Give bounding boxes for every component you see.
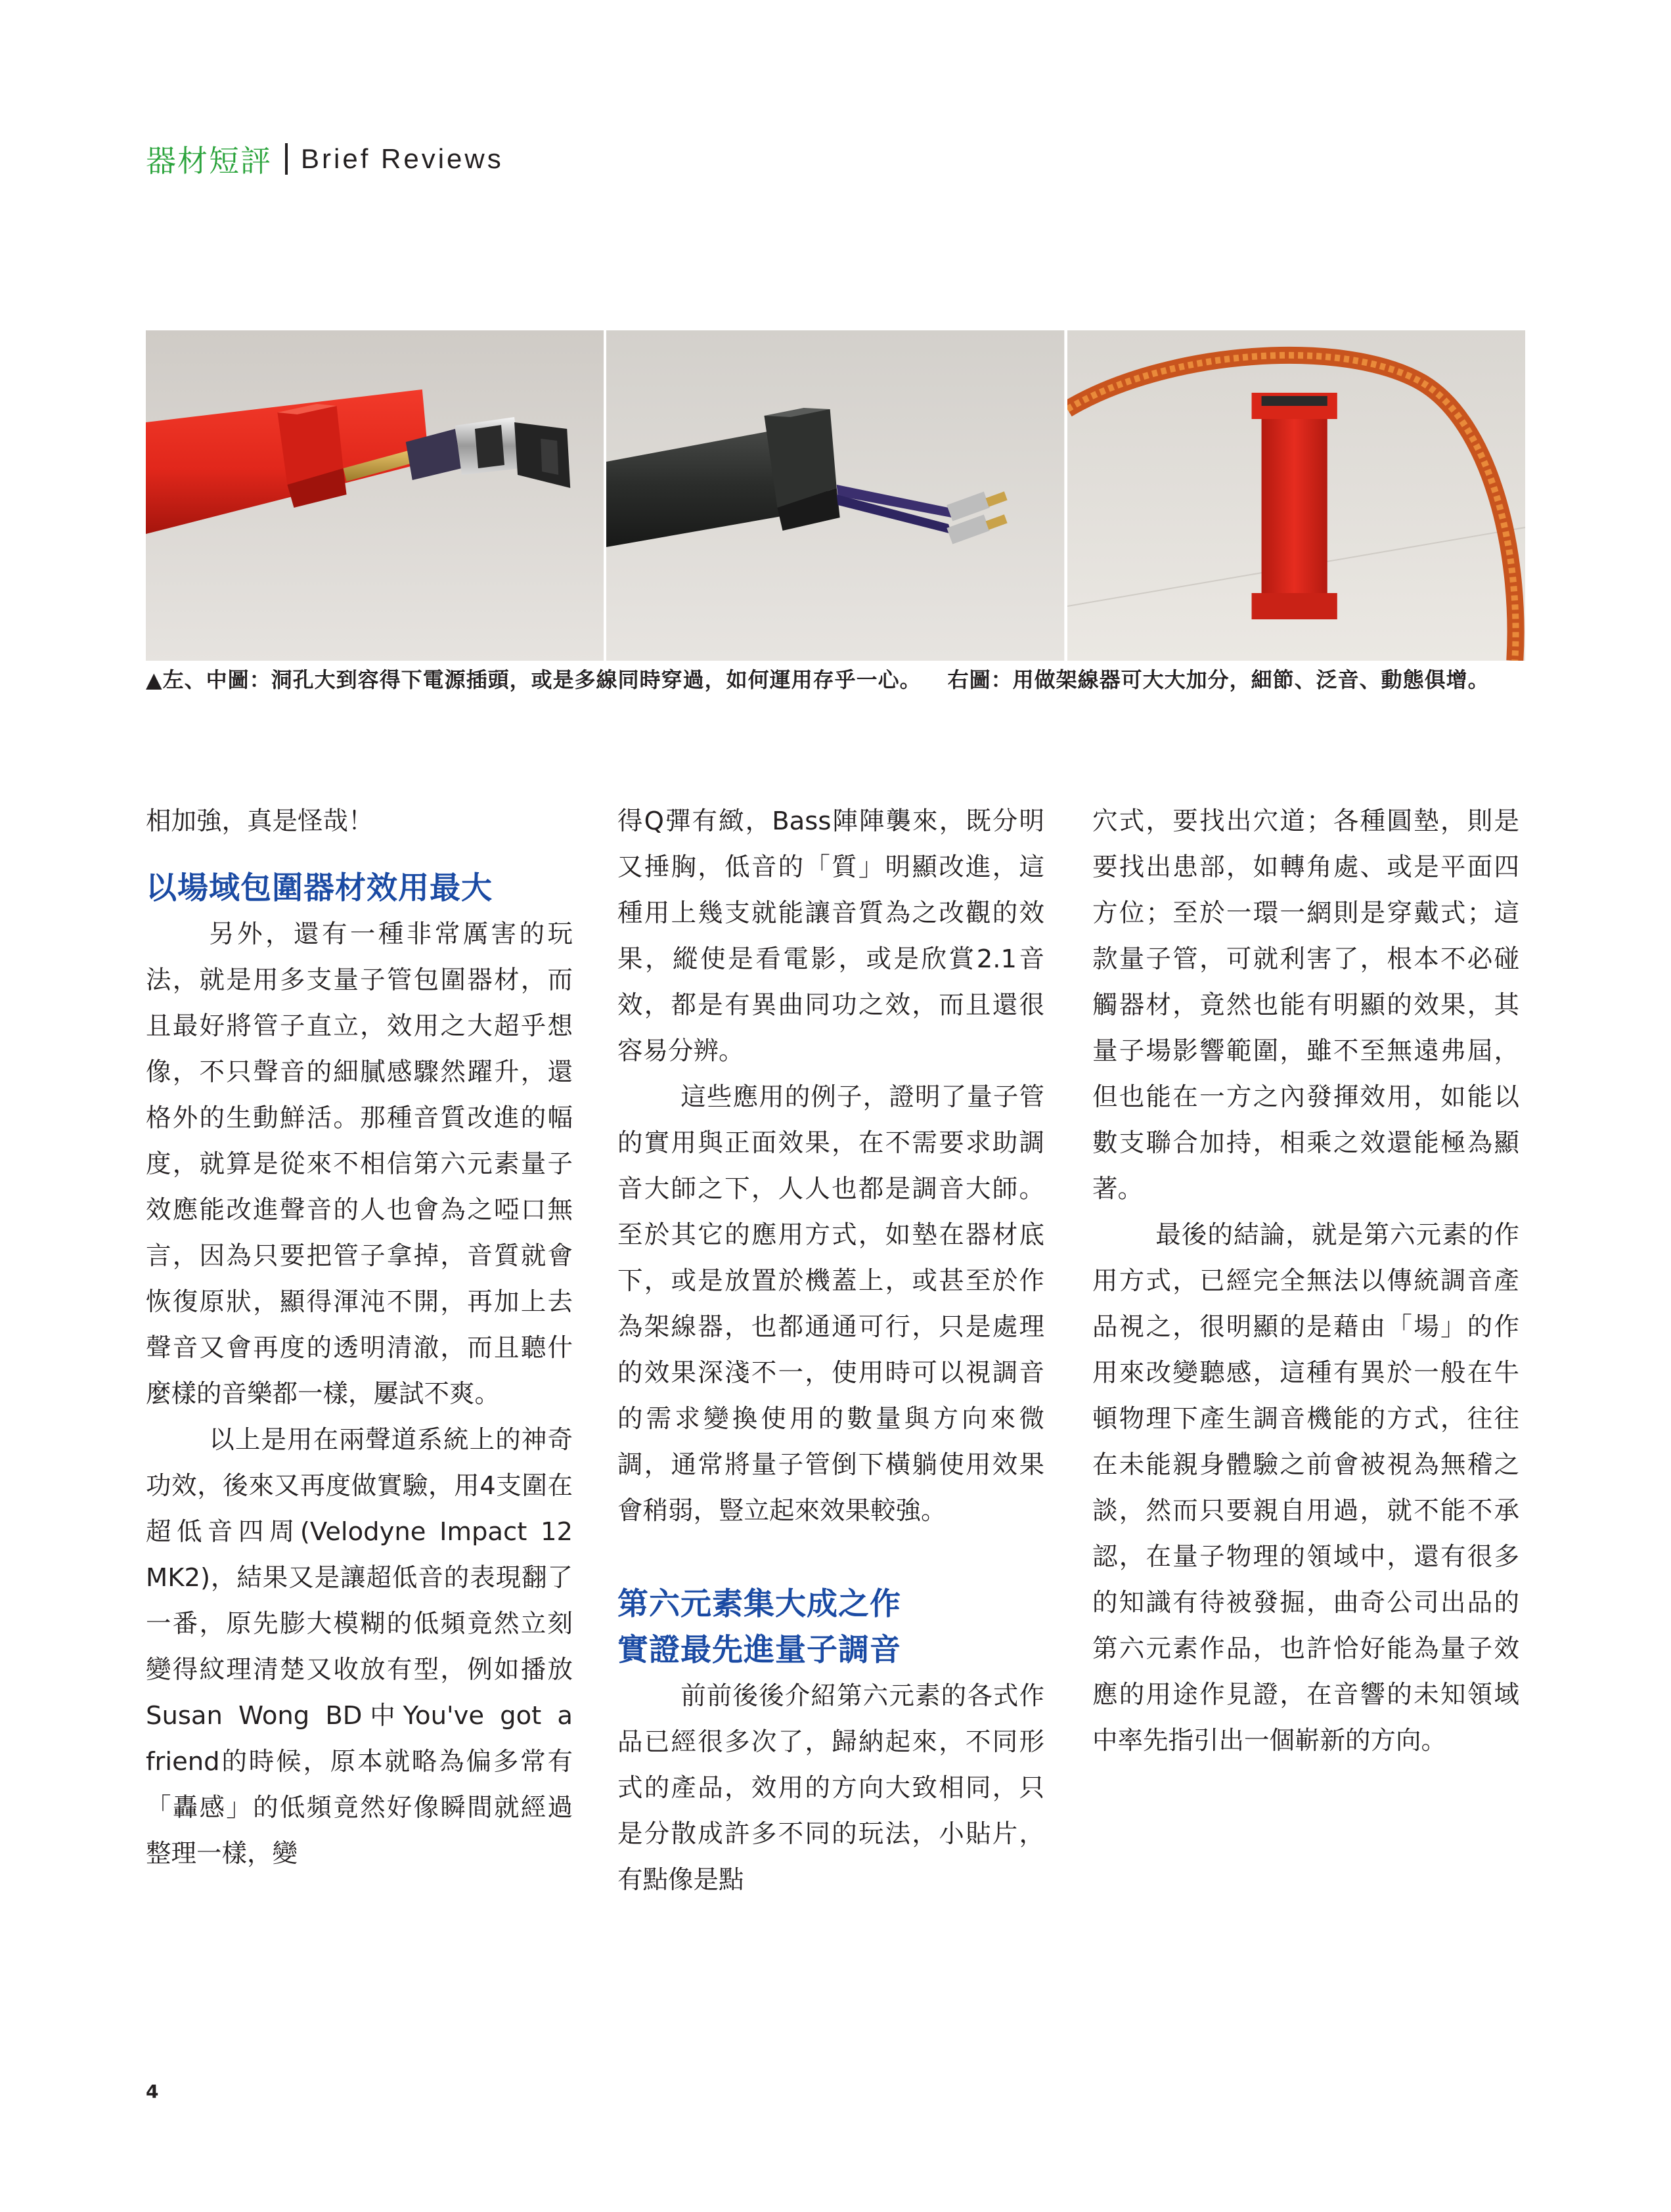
article-column-3 bbox=[1092, 799, 1519, 1764]
black-tube-rca-cable-photo bbox=[606, 330, 1064, 661]
photo-caption bbox=[146, 663, 1528, 696]
red-tube-power-plug-photo bbox=[146, 330, 604, 661]
caption-left: ▲左、中圖：洞孔大到容得下電源插頭，或是多線同時穿過，如何運用存乎一心。 bbox=[146, 667, 922, 692]
red-tube-cable-riser-photo bbox=[1067, 330, 1525, 661]
paragraph: 這些應用的例子，證明了量子管的實用與正面效果，在不需要求助調音大師之下，人人也都是調音大師。至於其它的應用方式，如墊在器材底下，或是放置於機蓋上，或甚至於作為架線器，也都通通可行，只是處理的效果深淺不一，使用時可以視調音的需求變換使用的數量與方向來微調，通常將量子管倒下橫躺使用效果會稍弱，豎立起來效果較強。 bbox=[617, 1082, 1044, 1526]
section-heading: 實證最先進量子調音 bbox=[617, 1632, 901, 1668]
photo-strip bbox=[146, 330, 1525, 661]
section-heading: 第六元素集大成之作 bbox=[617, 1586, 901, 1622]
section-header bbox=[146, 135, 504, 183]
paragraph: 以上是用在兩聲道系統上的神奇功效，後來又再度做實驗，用4支圍在超低音四周(Velodyne Impact 12 MK2)，結果又是讓超低音的表現翻了一番，原先膨大模糊的低頻竟然立刻變得紋理清楚又收放有型，例如播放Susan Wong BD中You've got a friend的時候，原本就略為偏多常有「轟感」的低頻竟然好像瞬間就經過整理一樣，變 bbox=[146, 1425, 573, 1869]
paragraph: 最後的結論，就是第六元素的作用方式，已經完全無法以傳統調音產品視之，很明顯的是藉由「場」的作用來改變聽感，這種有異於一般在牛頓物理下產生調音機能的方式，往往在未能親身體驗之前會被視為無稽之談，然而只要親自用過，就不能不承認，在量子物理的領域中，還有很多的知識有待被發掘，曲奇公司出品的第六元素作品，也許恰好能為量子效應的用途作見證，在音響的未知領域中率先指引出一個嶄新的方向。 bbox=[1092, 1220, 1519, 1756]
section-divider bbox=[285, 143, 288, 175]
section-heading: 以場域包圍器材效用最大 bbox=[146, 870, 493, 906]
paragraph: 前前後後介紹第六元素的各式作品已經很多次了，歸納起來，不同形式的產品，效用的方向大致相同，只是分散成許多不同的玩法，小貼片，有點像是點 bbox=[617, 1681, 1044, 1895]
article-column-1 bbox=[146, 799, 573, 1877]
article-column-2 bbox=[617, 799, 1044, 1903]
section-title-zh: 器材短評 bbox=[146, 143, 272, 179]
section-title-en: Brief Reviews bbox=[301, 143, 504, 174]
paragraph: 相加強，真是怪哉！ bbox=[146, 807, 374, 836]
paragraph: 得Q彈有緻，Bass陣陣襲來，既分明又捶胸，低音的「質」明顯改進，這種用上幾支就能讓音質為之改觀的效果，縱使是看電影，或是欣賞2.1音效，都是有異曲同功之效，而且還很容易分辨。 bbox=[617, 807, 1044, 1066]
page-number: 4 bbox=[146, 2081, 159, 2102]
paragraph: 另外，還有一種非常厲害的玩法，就是用多支量子管包圍器材，而且最好將管子直立，效用之大超乎想像，不只聲音的細膩感驟然躍升，還格外的生動鮮活。那種音質改進的幅度，就算是從來不相信第六元素量子效應能改進聲音的人也會為之啞口無言，因為只要把管子拿掉，音質就會恢復原狀，顯得渾沌不開，再加上去聲音又會再度的透明清澈，而且聽什麼樣的音樂都一樣，屢試不爽。 bbox=[146, 919, 573, 1409]
caption-right: 右圖：用做架線器可大大加分，細節、泛音、動態俱增。 bbox=[947, 667, 1490, 692]
paragraph: 穴式，要找出穴道；各種圓墊，則是要找出患部，如轉角處、或是平面四方位；至於一環一網則是穿戴式；這款量子管，可就利害了，根本不必碰觸器材，竟然也能有明顯的效果，其量子場影響範圍，雖不至無遠弗屆，但也能在一方之內發揮效用，如能以數支聯合加持，相乘之效還能極為顯著。 bbox=[1092, 807, 1519, 1204]
